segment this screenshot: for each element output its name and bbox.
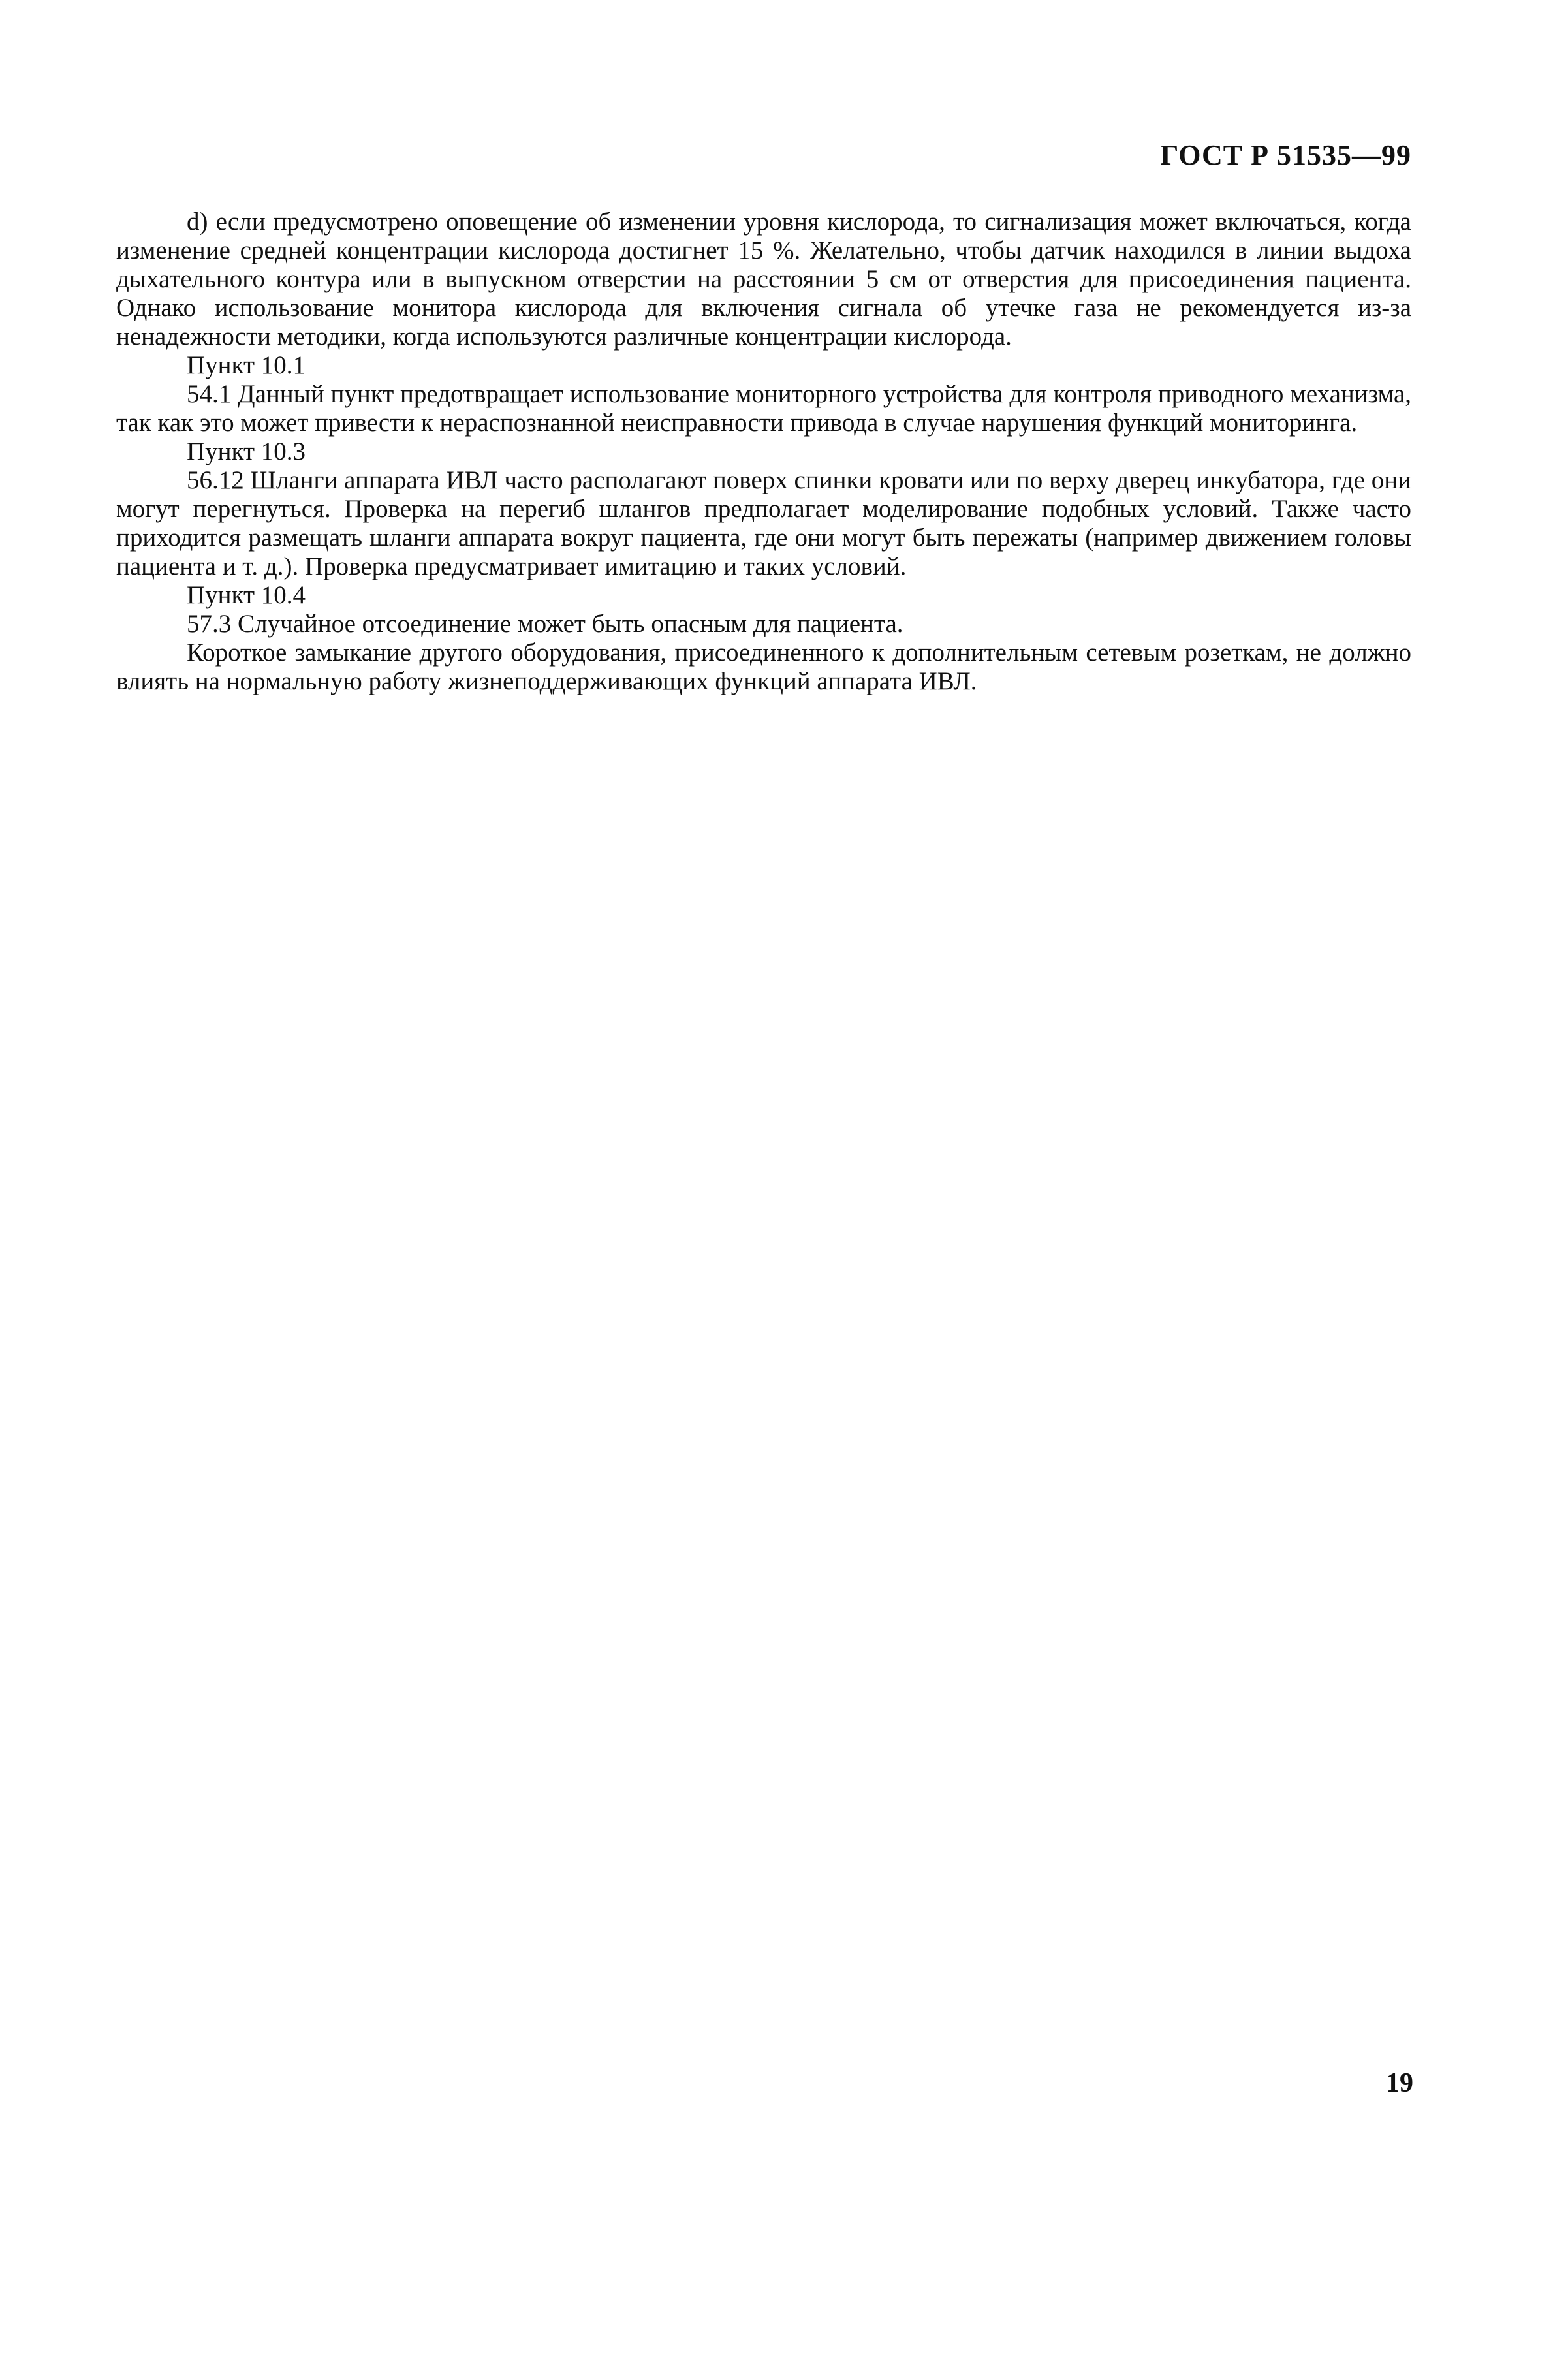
document-code: ГОСТ Р 51535—99 (1160, 139, 1411, 171)
paragraph-short-circuit: Короткое замыкание другого оборудования, присоединенного к дополнительным сетевым розеткам, не должно влиять на нормальную работу жизнеподдерживающих функций аппарата ИВЛ. (116, 638, 1411, 695)
paragraph-57-3: 57.3 Случайное отсоединение может быть опасным для пациента. (187, 610, 903, 638)
paragraph-oxygen-alarm: d) если предусмотрено оповещение об изменении уровня кислорода, то сигнализация может включаться, когда изменение средней концентрации кислорода достигнет 15 %. Желательно, чтобы датчик находился в линии выдоха дыхательного контура или в выпускном отверстии на расстоянии 5 см от отверстия для присоединения пациента. Однако использование монитора кислорода для включения сигнала об утечке газа не рекомендуется из-за ненадежности методики, когда используются различные концентрации кислорода. (116, 208, 1411, 351)
clause-heading-10-4: Пункт 10.4 (187, 581, 306, 609)
paragraph-54-1: 54.1 Данный пункт предотвращает использование мониторного устройства для контроля приводного механизма, так как это может привести к нераспознанной неисправности привода в случае нарушения функций мониторинга. (116, 380, 1411, 437)
page-number: 19 (1386, 2068, 1413, 2098)
clause-heading-10-1: Пункт 10.1 (187, 351, 306, 379)
paragraph-56-12: 56.12 Шланги аппарата ИВЛ часто располагают поверх спинки кровати или по верху дверец инкубатора, где они могут перегнуться. Проверка на перегиб шлангов предполагает моделирование подобных условий. Также часто приходится размещать шланги аппарата вокруг пациента, где они могут быть пережаты (например движением головы пациента и т. д.). Проверка предусматривает имитацию и таких условий. (116, 466, 1411, 580)
document-body (116, 208, 1411, 696)
clause-heading-10-3: Пункт 10.3 (187, 437, 306, 465)
